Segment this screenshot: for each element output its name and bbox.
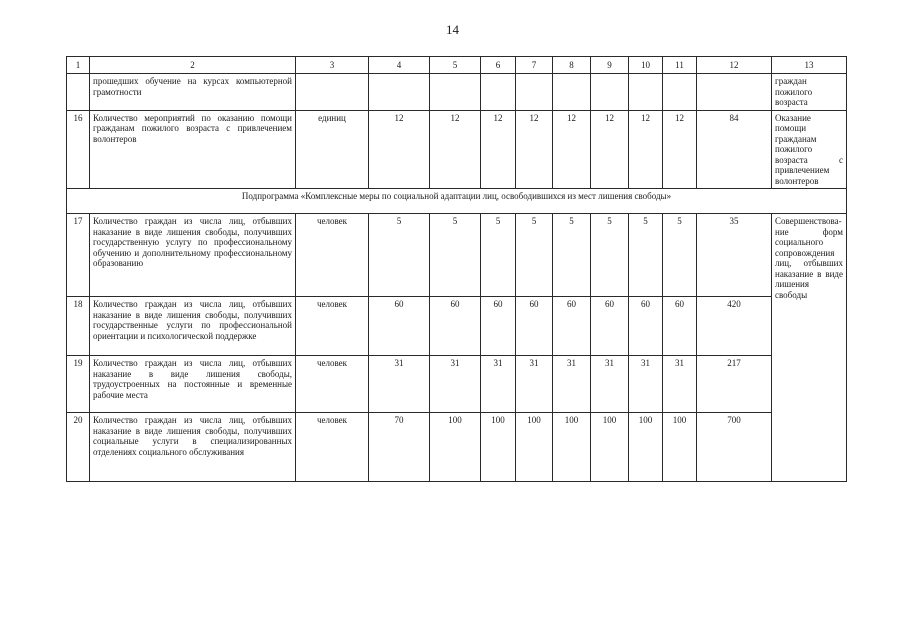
total-cell: 420 — [697, 297, 772, 356]
value-cell: 60 — [629, 297, 663, 356]
value-cell: 31 — [663, 356, 697, 413]
value-cell: 31 — [591, 356, 629, 413]
header-cell: 9 — [591, 57, 629, 74]
row-number-cell: 18 — [67, 297, 90, 356]
value-cell: 31 — [516, 356, 553, 413]
header-cell: 3 — [296, 57, 369, 74]
subprogram-row — [67, 189, 847, 214]
page-number: 14 — [446, 22, 459, 37]
value-cell: 12 — [663, 110, 697, 189]
value-cell: 5 — [591, 214, 629, 297]
value-cell: 100 — [481, 413, 516, 482]
indicator-description: Количество граждан из числа лиц, отбывших наказание в виде лишения свободы, получивших государственные услуги по профессиональной ориентации и психологической поддержке — [90, 297, 296, 356]
value-cell: 100 — [430, 413, 481, 482]
value-cell: 31 — [481, 356, 516, 413]
value-cell: 100 — [591, 413, 629, 482]
value-cell: 5 — [516, 214, 553, 297]
value-cell: 100 — [516, 413, 553, 482]
expected-result-cell: Оказание помощи гражданам пожилого возраста с привлечением волонтеров — [772, 110, 847, 189]
value-cell: 100 — [629, 413, 663, 482]
total-cell: 700 — [697, 413, 772, 482]
value-cell: 5 — [369, 214, 430, 297]
value-cell: 5 — [663, 214, 697, 297]
header-cell: 11 — [663, 57, 697, 74]
header-cell: 7 — [516, 57, 553, 74]
row-number-cell: 19 — [67, 356, 90, 413]
value-cell: 60 — [591, 297, 629, 356]
indicator-description: Количество граждан из числа лиц, отбывших наказание в виде лишения свободы, получивших социальные услуги в специализированных отделениях социального обслуживания — [90, 413, 296, 482]
value-cell: 12 — [430, 110, 481, 189]
table-row — [67, 297, 847, 356]
unit-cell: человек — [296, 356, 369, 413]
value-cell — [663, 74, 697, 111]
value-cell: 60 — [369, 297, 430, 356]
value-cell: 31 — [629, 356, 663, 413]
value-cell: 31 — [369, 356, 430, 413]
value-cell: 5 — [430, 214, 481, 297]
value-cell: 5 — [553, 214, 591, 297]
value-cell: 31 — [430, 356, 481, 413]
table-row — [67, 356, 847, 413]
value-cell — [591, 74, 629, 111]
value-cell — [369, 74, 430, 111]
value-cell: 70 — [369, 413, 430, 482]
header-cell: 2 — [90, 57, 296, 74]
value-cell — [481, 74, 516, 111]
header-cell: 5 — [430, 57, 481, 74]
total-cell: 84 — [697, 110, 772, 189]
value-cell — [553, 74, 591, 111]
header-cell: 1 — [67, 57, 90, 74]
value-cell: 12 — [516, 110, 553, 189]
value-cell: 12 — [369, 110, 430, 189]
table-row — [67, 74, 847, 111]
total-cell — [697, 74, 772, 111]
header-cell: 13 — [772, 57, 847, 74]
header-cell: 6 — [481, 57, 516, 74]
indicator-description: прошедших обучение на курсах компьютерной грамотности — [90, 74, 296, 111]
value-cell: 60 — [553, 297, 591, 356]
value-cell — [516, 74, 553, 111]
subprogram-title: Подпрограмма «Комплексные меры по социальной адаптации лиц, освободившихся из мест лишения свободы» — [67, 189, 847, 214]
total-cell: 217 — [697, 356, 772, 413]
total-cell: 35 — [697, 214, 772, 297]
table-row — [67, 214, 847, 297]
indicator-description: Количество граждан из числа лиц, отбывших наказание в виде лишения свободы, трудоустроенных на постоянные и временные рабочие места — [90, 356, 296, 413]
row-number-cell: 20 — [67, 413, 90, 482]
value-cell — [629, 74, 663, 111]
value-cell: 12 — [481, 110, 516, 189]
value-cell: 12 — [553, 110, 591, 189]
indicator-description: Количество граждан из числа лиц, отбывших наказание в виде лишения свободы, получивших государственную услугу по профессиональному обучению и дополнительному профессиональному образованию — [90, 214, 296, 297]
value-cell: 5 — [629, 214, 663, 297]
value-cell: 5 — [481, 214, 516, 297]
header-cell: 12 — [697, 57, 772, 74]
value-cell: 100 — [663, 413, 697, 482]
value-cell: 60 — [663, 297, 697, 356]
unit-cell: человек — [296, 297, 369, 356]
header-cell: 4 — [369, 57, 430, 74]
value-cell: 12 — [629, 110, 663, 189]
unit-cell: человек — [296, 214, 369, 297]
table-row — [67, 110, 847, 189]
value-cell: 60 — [516, 297, 553, 356]
unit-cell: человек — [296, 413, 369, 482]
row-number-cell: 17 — [67, 214, 90, 297]
unit-cell — [296, 74, 369, 111]
value-cell: 60 — [481, 297, 516, 356]
expected-result-cell: граждан пожилого возраста — [772, 74, 847, 111]
row-number-cell — [67, 74, 90, 111]
value-cell — [430, 74, 481, 111]
unit-cell: единиц — [296, 110, 369, 189]
expected-result-cell: Совершенствова-ние форм социального сопровождения лиц, отбывших наказание в виде лишения свободы — [772, 214, 847, 482]
indicators-table — [66, 56, 847, 482]
table-row — [67, 413, 847, 482]
value-cell: 31 — [553, 356, 591, 413]
header-cell: 10 — [629, 57, 663, 74]
header-cell: 8 — [553, 57, 591, 74]
header-row — [67, 57, 847, 74]
value-cell: 60 — [430, 297, 481, 356]
indicator-description: Количество мероприятий по оказанию помощи гражданам пожилого возраста с привлечением волонтеров — [90, 110, 296, 189]
value-cell: 12 — [591, 110, 629, 189]
row-number-cell: 16 — [67, 110, 90, 189]
value-cell: 100 — [553, 413, 591, 482]
